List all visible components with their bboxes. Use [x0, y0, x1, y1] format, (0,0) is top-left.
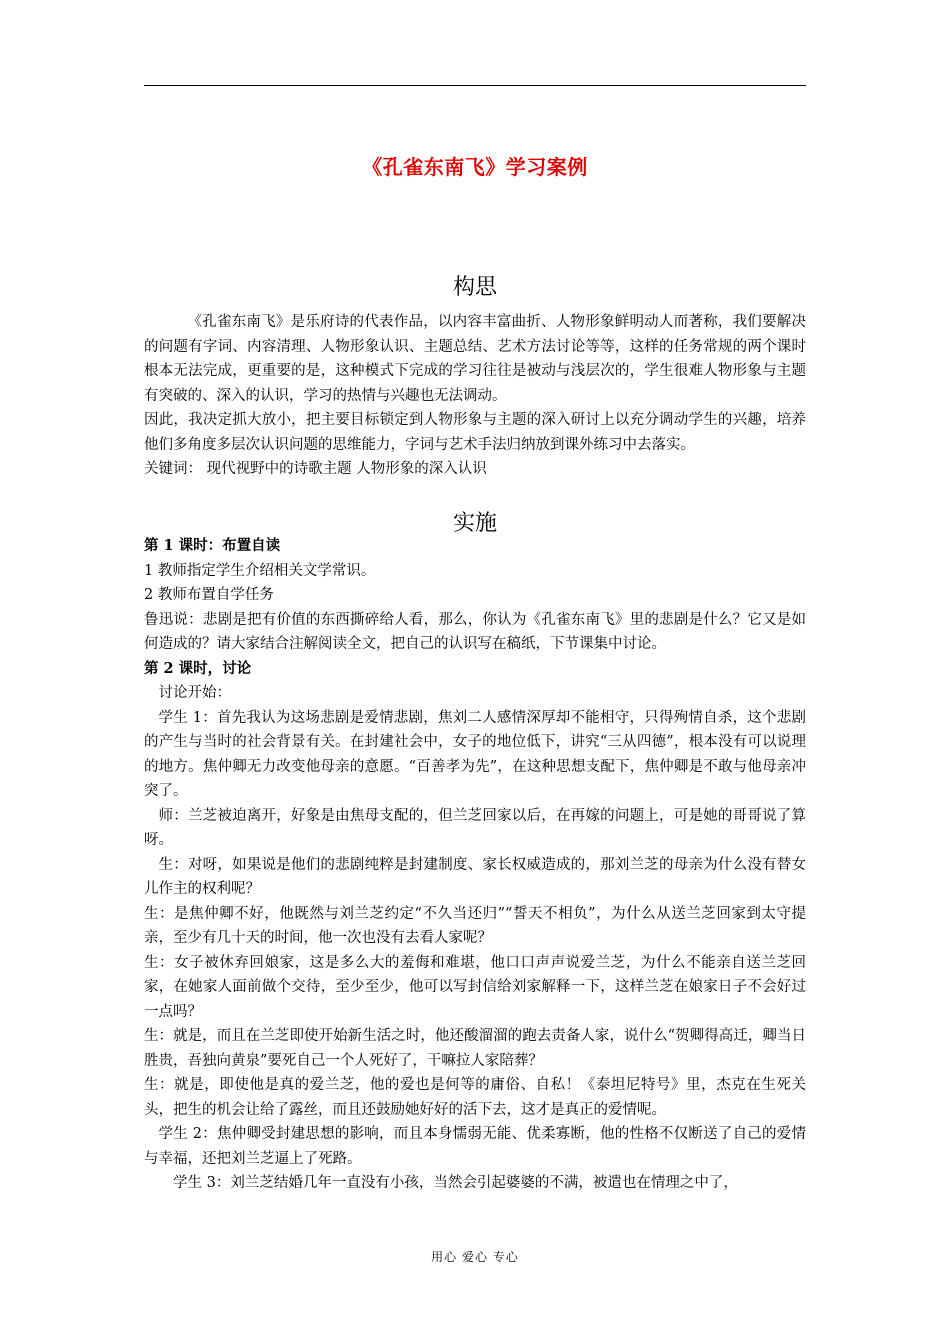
discussion-paragraph: 生：女子被休弃回娘家，这是多么大的羞侮和难堪，他口口声声说爱兰芝，为什么不能亲自送兰芝回家，在她家人面前做个交待，至少至少，他可以写封信给刘家解释一下，这样兰芝在娘家日子不会好过一点吗？	[144, 954, 806, 1020]
header-rule	[144, 85, 806, 86]
discussion-paragraph: 生：就是，而且在兰芝即使开始新生活之时，他还酸溜溜的跑去责备人家，说什么“贺卿得高迁，卿当日胜贵，吾独向黄泉”要死自己一个人死好了，干嘛拉人家陪葬？	[144, 1028, 806, 1069]
concept-body	[144, 310, 806, 482]
implement-body	[144, 534, 806, 1196]
lesson1-item: 2 教师布置自学任务	[144, 587, 274, 603]
lesson1-item: 鲁迅说：悲剧是把有价值的东西撕碎给人看，那么，你认为《孔雀东南飞》里的悲剧是什么？它又是如何造成的？请大家结合注解阅读全文，把自己的认识写在稿纸，下节课集中讨论。	[144, 611, 806, 652]
discussion-paragraph: 生：是焦仲卿不好，他既然与刘兰芝约定“不久当还归”“誓天不相负”，为什么从送兰芝回家到太守提亲，至少有几十天的时间，他一次也没有去看人家呢？	[144, 905, 806, 946]
discussion-paragraph: 讨论开始：	[158, 685, 231, 701]
concept-paragraph: 因此，我决定抓大放小，把主要目标锁定到人物形象与主题的深入研讨上以充分调动学生的兴趣，培养他们多角度多层次认识问题的思维能力，字词与艺术手法归纳放到课外练习中去落实。	[144, 412, 806, 453]
keywords-line: 关键词： 现代视野中的诗歌主题 人物形象的深入认识	[144, 461, 487, 477]
page-title: 《孔雀东南飞》学习案例	[362, 155, 588, 179]
concept-paragraph: 《孔雀东南飞》是乐府诗的代表作品，以内容丰富曲折、人物形象鲜明动人而著称，我们要解决的问题有字词、内容清理、人物形象认识、主题总结、艺术方法讨论等等，这样的任务常规的两个课时根本无法完成，更重要的是，这种模式下完成的学习往往是被动与浅层次的，学生很难人物形象与主题有突破的、深入的认识，学习的热情与兴趣也无法调动。	[144, 314, 806, 404]
discussion-paragraph: 学生 1：首先我认为这场悲剧是爱情悲剧，焦刘二人感情深厚却不能相守，只得殉情自杀，这个悲剧的产生与当时的社会背景有关。在封建社会中，女子的地位低下，讲究“三从四德”，根本没有可以说理的地方。焦仲卿无力改变他母亲的意愿。“百善孝为先”，在这种思想支配下，焦仲卿是不敢与他母亲冲突了。	[144, 709, 806, 799]
discussion-paragraph: 学生 3：刘兰芝结婚几年一直没有小孩，当然会引起婆婆的不满，被遣也在情理之中了，	[173, 1175, 738, 1191]
lesson2-title: 第 2 课时，讨论	[144, 659, 252, 677]
discussion-paragraph: 生：对呀，如果说是他们的悲剧纯粹是封建制度、家长权威造成的，那刘兰芝的母亲为什么没有替女儿作主的权利呢？	[144, 856, 806, 897]
discussion-paragraph: 学生 2：焦仲卿受封建思想的影响，而且本身懦弱无能、优柔寡断，他的性格不仅断送了自己的爱情与幸福，还把刘兰芝逼上了死路。	[144, 1126, 806, 1167]
discussion-paragraph: 生：就是，即使他是真的爱兰芝，他的爱也是何等的庸俗、自私！《泰坦尼特号》里，杰克在生死关头，把生的机会让给了露丝，而且还鼓励她好好的活下去，这才是真正的爱情呢。	[144, 1077, 806, 1118]
discussion-paragraph: 师：兰芝被迫离开，好象是由焦母支配的，但兰芝回家以后，在再嫁的问题上，可是她的哥哥说了算呀。	[144, 807, 806, 848]
section-heading-implement: 实施	[452, 511, 497, 536]
lesson1-title: 第 1 课时：布置自读	[144, 537, 281, 554]
page-footer: 用心 爱心 专心	[431, 1250, 519, 1264]
lesson1-item: 1 教师指定学生介绍相关文学常识。	[144, 562, 376, 579]
section-heading-concept: 构思	[452, 275, 497, 300]
